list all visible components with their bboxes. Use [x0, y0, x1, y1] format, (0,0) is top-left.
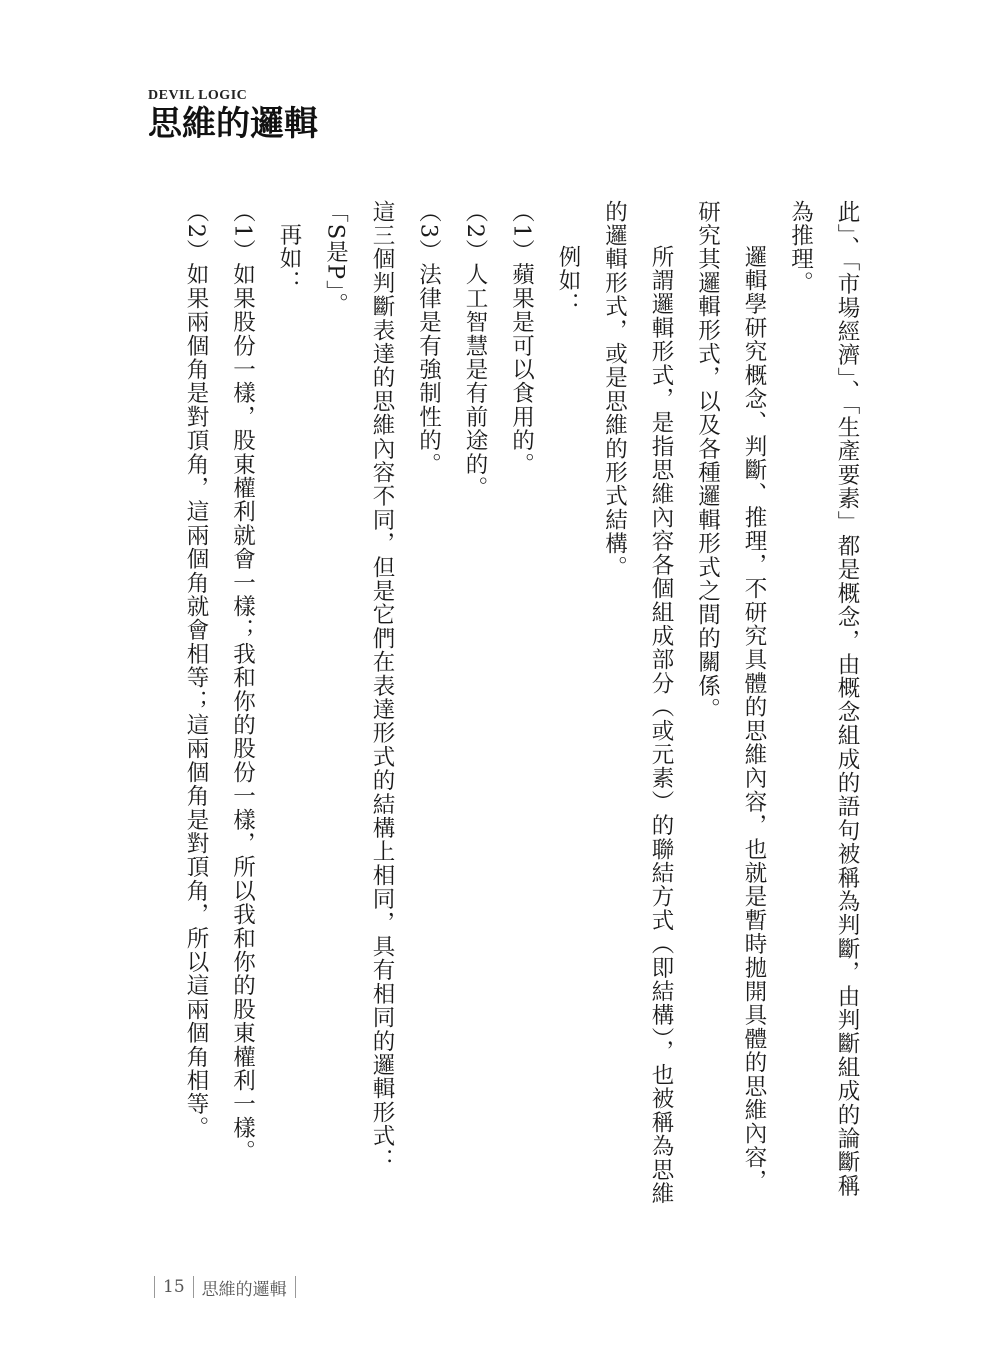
running-title: 思維的邏輯: [201, 1279, 287, 1300]
footer-divider: [154, 1276, 155, 1298]
paragraph: 例如：: [555, 245, 581, 317]
vertical-body-text: [173, 200, 871, 1210]
list-item: （1）蘋果是可以食用的。: [508, 200, 535, 477]
page-header: [148, 88, 318, 144]
footer-divider: [193, 1276, 194, 1298]
paragraph: 這三個判斷表達的思維內容不同，但是它們在表達形式的結構上相同，具有相同的邏輯形式：「S是P」。: [322, 200, 395, 1172]
list-item: （1）如果股份一樣，股東權利就會一樣；我和你的股份一樣，所以我和你的股東權利一樣。: [229, 200, 256, 1164]
paragraph: 此」、「市場經濟」、「生產要素」都是概念，由概念組成的語句被稱為判斷，由判斷組成的論斷稱為推理。: [787, 200, 860, 1198]
list-item: （2）人工智慧是有前途的。: [462, 200, 488, 500]
paragraph: 邏輯學研究概念、判斷、推理，不研究具體的思維內容，也就是暫時拋開具體的思維內容，研究其邏輯形式，以及各種邏輯形式之間的關係。: [694, 200, 767, 1193]
paragraph: 再如：: [276, 222, 302, 294]
footer-divider: [295, 1276, 296, 1298]
header-title: 思維的邏輯: [148, 104, 318, 144]
list-item: （2）如果兩個角是對頂角，這兩個角就會相等；這兩個角是對頂角，所以這兩個角相等。: [183, 200, 209, 1140]
list-item: （3）法律是有強制性的。: [415, 200, 442, 477]
header-subtitle: DEVIL LOGIC: [148, 88, 248, 103]
page-number: 15: [163, 1277, 185, 1297]
paragraph: 所謂邏輯形式，是指思維內容各個組成部分（或元素）的聯結方式（即結構），也被稱為思維的邏輯形式，或是思維的形式結構。: [601, 200, 674, 1206]
page-footer: [146, 1276, 304, 1298]
